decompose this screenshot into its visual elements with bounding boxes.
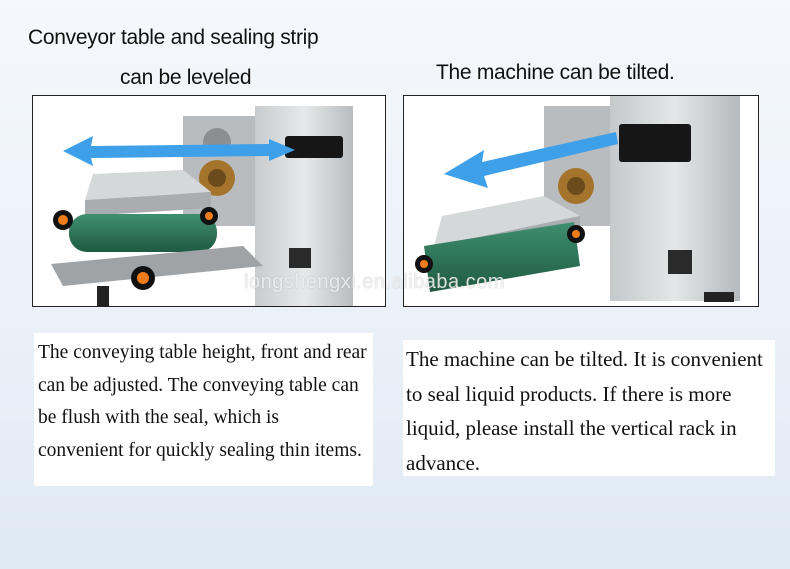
left-description: The conveying table height, front and rear can be adjusted. The conveying table can be flush with the seal, which is convenient for quickly sealing thin items. [34,333,373,486]
right-description: The machine can be tilted. It is convenient to seal liquid products. If there is more liquid, please install the vertical rack in advance. [403,340,775,476]
right-heading: The machine can be tilted. [436,61,675,84]
left-heading-line1: Conveyor table and sealing strip [28,26,319,49]
watermark-text: longshengxi.en.alibaba.com [244,271,505,293]
left-heading-line2: can be leveled [120,66,252,89]
